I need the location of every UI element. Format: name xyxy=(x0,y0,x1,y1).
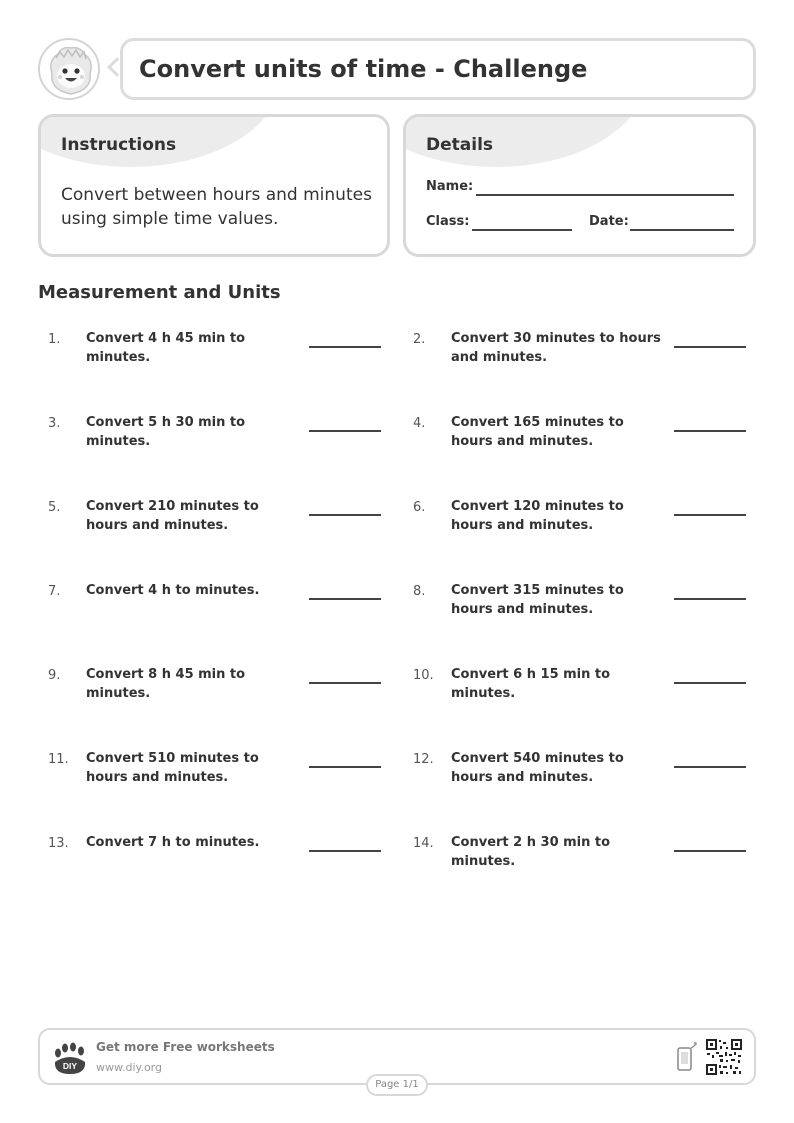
answer-line[interactable] xyxy=(309,682,381,684)
question-text: Convert 2 h 30 min to minutes. xyxy=(451,835,611,869)
question-item xyxy=(403,581,743,631)
question-number: 7. xyxy=(48,584,61,599)
question-text: Convert 4 h 45 min to minutes. xyxy=(86,331,246,365)
answer-line[interactable] xyxy=(309,346,381,348)
question-number: 2. xyxy=(413,332,426,347)
question-number: 9. xyxy=(48,668,61,683)
question-item xyxy=(38,497,378,547)
question-number: 13. xyxy=(48,836,69,851)
answer-line[interactable] xyxy=(309,598,381,600)
page-number: Page 1/1 xyxy=(366,1074,428,1096)
answer-line[interactable] xyxy=(674,514,746,516)
question-item xyxy=(38,833,378,883)
question-number: 10. xyxy=(413,668,434,683)
question-item xyxy=(403,413,743,463)
question-text: Convert 4 h to minutes. xyxy=(86,583,260,598)
diy-logo[interactable] xyxy=(52,1042,88,1076)
answer-line[interactable] xyxy=(309,766,381,768)
question-number: 6. xyxy=(413,500,426,515)
question-number: 5. xyxy=(48,500,61,515)
question-text: Convert 5 h 30 min to minutes. xyxy=(86,415,246,449)
answer-line[interactable] xyxy=(309,850,381,852)
question-text: Convert 30 minutes to hours and minutes. xyxy=(451,331,661,365)
instructions-heading: Instructions xyxy=(61,135,177,155)
yeti-mascot-icon xyxy=(40,40,100,100)
instructions-panel xyxy=(38,114,390,257)
question-item xyxy=(38,329,378,379)
question-number: 11. xyxy=(48,752,69,767)
logo-text: DIY xyxy=(62,1061,78,1071)
name-label: Name: xyxy=(426,179,474,194)
answer-line[interactable] xyxy=(674,850,746,852)
date-field[interactable] xyxy=(630,229,734,231)
question-number: 14. xyxy=(413,836,434,851)
instructions-text: Convert between hours and minutes using simple time values. xyxy=(61,185,372,229)
class-label: Class: xyxy=(426,214,470,229)
question-item xyxy=(403,497,743,547)
details-panel xyxy=(403,114,756,257)
class-field[interactable] xyxy=(472,229,572,231)
question-text: Convert 6 h 15 min to minutes. xyxy=(451,667,611,701)
question-text: Convert 120 minutes to hours and minutes. xyxy=(451,499,624,533)
footer-url[interactable]: www.diy.org xyxy=(96,1061,162,1074)
phone-scan-icon xyxy=(676,1042,698,1074)
mascot-avatar xyxy=(38,38,100,100)
question-text: Convert 7 h to minutes. xyxy=(86,835,260,850)
answer-line[interactable] xyxy=(674,598,746,600)
diy-paw-logo-icon xyxy=(52,1042,88,1076)
page-title: Convert units of time - Challenge xyxy=(139,55,588,83)
title-banner xyxy=(120,38,756,100)
question-number: 1. xyxy=(48,332,61,347)
question-item xyxy=(38,749,378,799)
question-text: Convert 510 minutes to hours and minutes. xyxy=(86,751,259,785)
date-label: Date: xyxy=(589,214,629,229)
qr-code-icon[interactable] xyxy=(705,1038,743,1076)
answer-line[interactable] xyxy=(674,766,746,768)
question-item xyxy=(403,833,743,883)
answer-line[interactable] xyxy=(674,682,746,684)
footer-tagline: Get more Free worksheets xyxy=(96,1040,275,1054)
question-item xyxy=(38,581,378,631)
details-heading: Details xyxy=(426,135,494,155)
answer-line[interactable] xyxy=(674,346,746,348)
answer-line[interactable] xyxy=(674,430,746,432)
question-item xyxy=(38,665,378,715)
question-text: Convert 165 minutes to hours and minutes. xyxy=(451,415,624,449)
question-text: Convert 315 minutes to hours and minutes. xyxy=(451,583,624,617)
answer-line[interactable] xyxy=(309,430,381,432)
name-field[interactable] xyxy=(476,194,734,196)
question-text: Convert 210 minutes to hours and minutes. xyxy=(86,499,259,533)
question-item xyxy=(38,413,378,463)
question-number: 8. xyxy=(413,584,426,599)
question-text: Convert 540 minutes to hours and minutes. xyxy=(451,751,624,785)
question-item xyxy=(403,329,743,379)
answer-line[interactable] xyxy=(309,514,381,516)
section-heading: Measurement and Units xyxy=(38,282,281,303)
question-number: 12. xyxy=(413,752,434,767)
question-item xyxy=(403,749,743,799)
question-text: Convert 8 h 45 min to minutes. xyxy=(86,667,246,701)
question-item xyxy=(403,665,743,715)
question-number: 3. xyxy=(48,416,61,431)
question-number: 4. xyxy=(413,416,426,431)
